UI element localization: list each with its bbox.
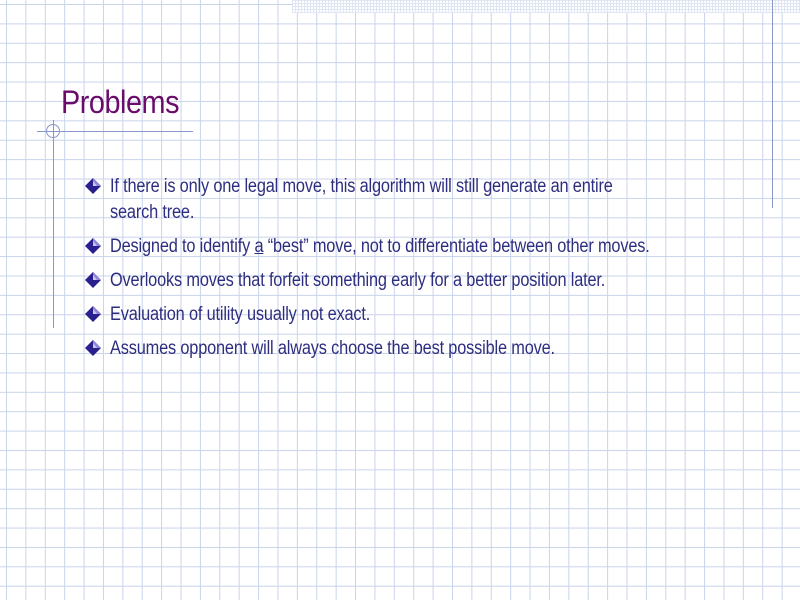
underlined-word: a [254, 236, 264, 257]
decorative-left-line [53, 120, 54, 328]
decorative-header-strip [292, 0, 800, 13]
bullet-text: Assumes opponent will always choose the best possible move. [110, 338, 555, 359]
decorative-right-line [772, 0, 773, 208]
diamond-bullet-icon [84, 305, 102, 323]
diamond-bullet-icon [84, 339, 102, 357]
diamond-bullet-icon [84, 237, 102, 255]
bullet-text [110, 174, 742, 226]
bullet-text: Overlooks moves that forfeit something early for a better position later. [110, 270, 606, 291]
bullet-text [110, 234, 742, 260]
bullet-item [84, 336, 744, 362]
crosshair-circle-icon [46, 124, 60, 138]
bullet-text-line: search tree. [110, 202, 195, 223]
bullet-item [84, 302, 744, 328]
slide-title: Problems [61, 84, 180, 120]
bullet-item [84, 174, 744, 226]
bullet-list [84, 174, 744, 370]
bullet-item [84, 234, 744, 260]
bullet-item [84, 268, 744, 294]
title-underline [37, 131, 193, 132]
diamond-bullet-icon [84, 177, 102, 195]
bullet-text: Evaluation of utility usually not exact. [110, 304, 371, 325]
bullet-text-part: Designed to identify [110, 236, 255, 257]
diamond-bullet-icon [84, 271, 102, 289]
bullet-text-part: “best” move, not to differentiate between other moves. [263, 236, 650, 257]
bullet-text-line: If there is only one legal move, this algorithm will still generate an entire [110, 176, 613, 197]
